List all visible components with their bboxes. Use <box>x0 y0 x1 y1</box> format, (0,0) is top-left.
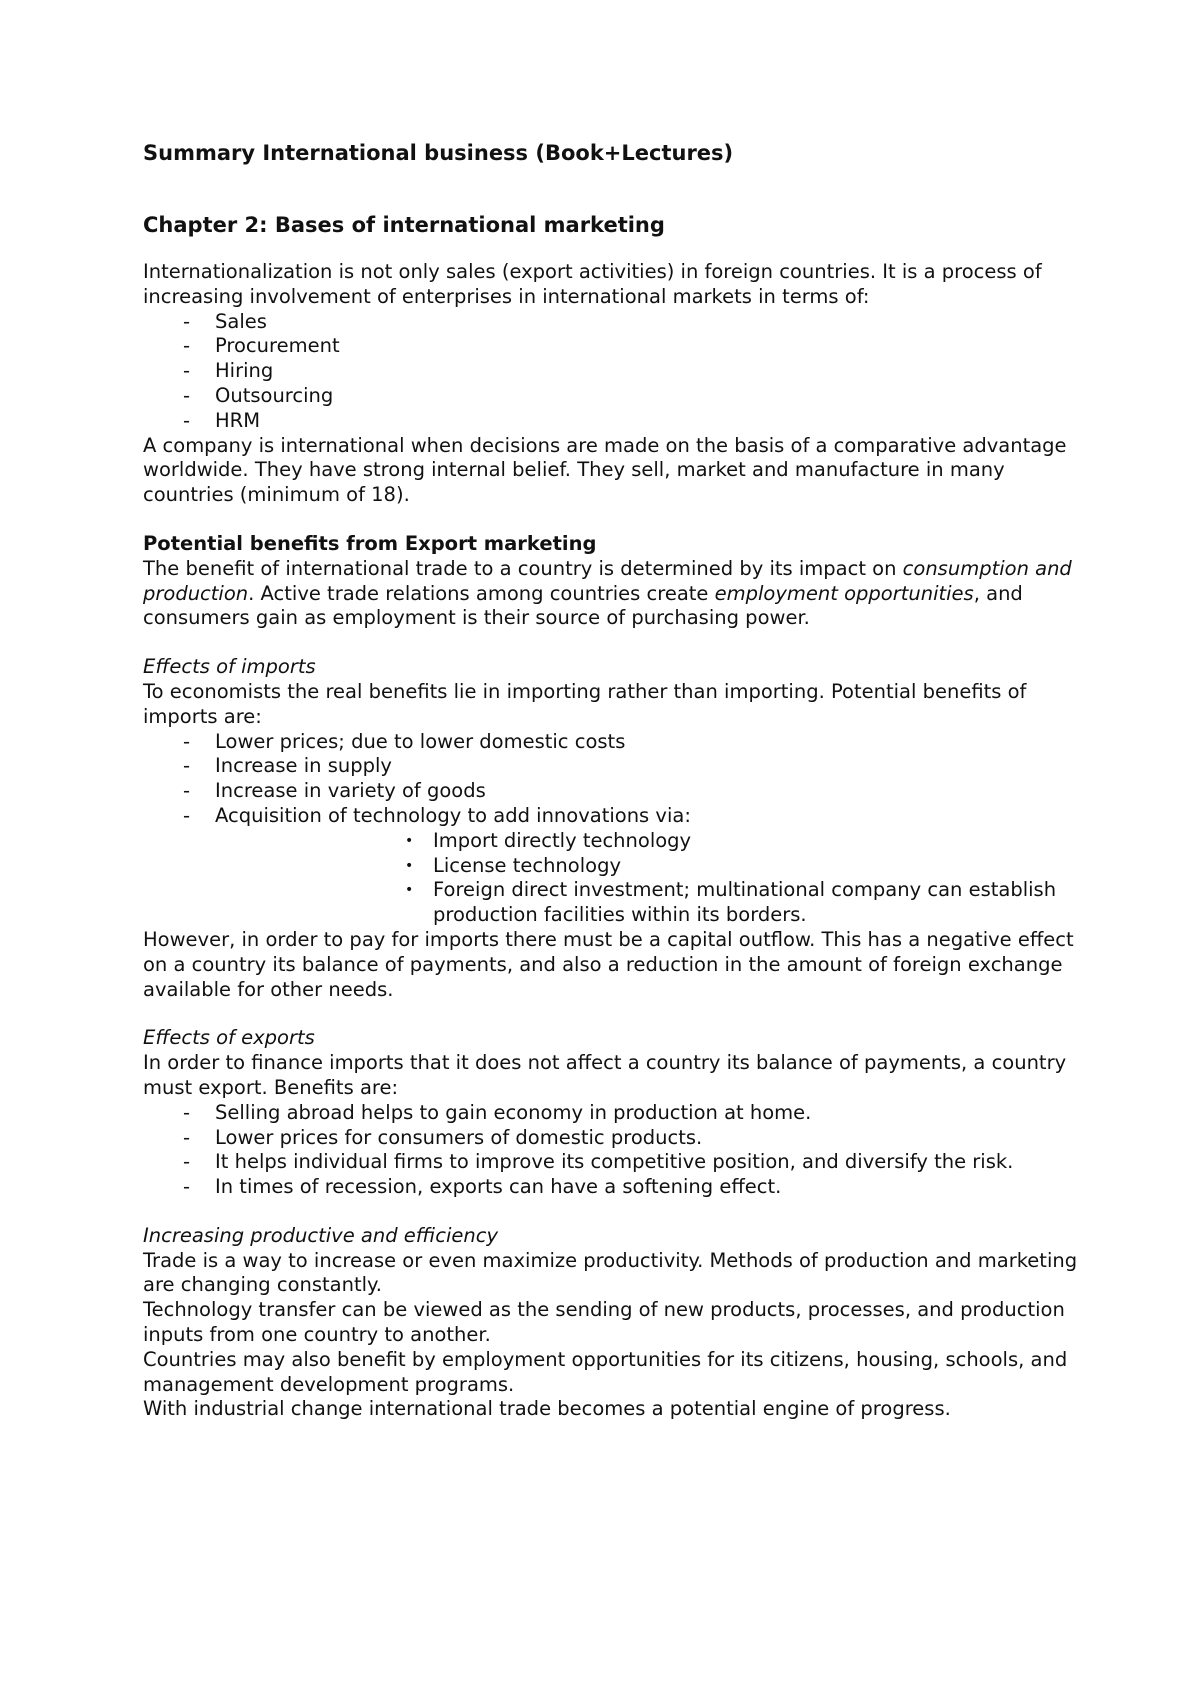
dash-marker: - <box>183 334 191 358</box>
list-item: - Sales <box>183 309 267 333</box>
bullet-marker: • <box>405 882 414 899</box>
list-item: - Acquisition of technology to add innovations via: <box>183 803 691 827</box>
list-item: - Procurement <box>183 334 340 358</box>
list-item: - Hiring <box>183 359 274 383</box>
list-item: - Outsourcing <box>183 383 334 407</box>
document-page <box>143 140 1083 1422</box>
dash-marker: - <box>183 779 191 803</box>
section-heading-imports: Effects of imports <box>143 655 316 679</box>
dash-marker: - <box>183 729 191 753</box>
bullet-marker: • <box>405 857 414 874</box>
dash-marker: - <box>183 383 191 407</box>
list-item: - It helps individual firms to improve its competitive position, and diversify the risk. <box>183 1150 1014 1174</box>
productivity-paragraph: Countries may also benefit by employment opportunities for its citizens, housing, schools, and management development programs. <box>143 1347 1068 1396</box>
section-heading-exports: Effects of exports <box>143 1026 315 1050</box>
sublist-item: • Foreign direct investment; multinational company can establish production facilities within its borders. <box>405 878 1057 927</box>
list-item: - Lower prices; due to lower domestic costs <box>183 729 626 753</box>
sublist-item: • Import directly technology <box>405 828 692 852</box>
productivity-paragraph: Trade is a way to increase or even maximize productivity. Methods of production and marketing are changing constantly. <box>143 1248 1078 1297</box>
section-heading-productivity: Increasing productive and efficiency <box>143 1223 499 1247</box>
dash-marker: - <box>183 1125 191 1149</box>
dash-marker: - <box>183 408 191 432</box>
chapter-heading: Chapter 2: Bases of international marketing <box>143 213 665 237</box>
exports-paragraph: In order to finance imports that it does not affect a country its balance of payments, a country must export. Benefits are: <box>143 1051 1067 1099</box>
dash-marker: - <box>183 1175 191 1199</box>
dash-marker: - <box>183 359 191 383</box>
intro-after-paragraph: A company is international when decisions are made on the basis of a comparative advantage worldwide. They have strong internal belief. They sell, market and manufacture in many countries (minimum of 18). <box>143 433 1067 507</box>
list-item: - Increase in variety of goods <box>183 779 486 803</box>
dash-marker: - <box>183 803 191 827</box>
intro-paragraph: Internationalization is not only sales (export activities) in foreign countries. It is a process of increasing involvement of enterprises in international markets in terms of: <box>143 260 1042 308</box>
imports-after-paragraph: However, in order to pay for imports there must be a capital outflow. This has a negative effect on a country its balance of payments, and also a reduction in the amount of foreign exchange available for other needs. <box>143 927 1074 1001</box>
list-item: - Lower prices for consumers of domestic products. <box>183 1125 703 1149</box>
list-item: - Selling abroad helps to gain economy in production at home. <box>183 1100 812 1124</box>
bullet-marker: • <box>405 832 414 849</box>
dash-marker: - <box>183 1150 191 1174</box>
dash-marker: - <box>183 1100 191 1124</box>
productivity-paragraph: Technology transfer can be viewed as the sending of new products, processes, and production inputs from one country to another. <box>143 1298 1065 1347</box>
benefits-paragraph: The benefit of international trade to a country is determined by its impact on consumption and production. Active trade relations among countries create employment opportunities, and consumers gain as employment is their source of purchasing power. <box>143 556 1072 630</box>
document-title: Summary International business (Book+Lectures) <box>143 141 734 165</box>
section-heading-benefits: Potential benefits from Export marketing <box>143 531 597 555</box>
imports-sublist <box>143 829 1083 928</box>
dash-marker: - <box>183 754 191 778</box>
imports-list <box>143 730 1083 829</box>
list-item: - HRM <box>183 408 261 432</box>
productivity-paragraph: With industrial change international trade becomes a potential engine of progress. <box>143 1397 951 1421</box>
intro-list <box>143 310 1083 434</box>
exports-list <box>143 1101 1083 1200</box>
list-item: - In times of recession, exports can have a softening effect. <box>183 1175 782 1199</box>
list-item: - Increase in supply <box>183 754 392 778</box>
dash-marker: - <box>183 309 191 333</box>
sublist-item: • License technology <box>405 853 621 877</box>
imports-paragraph: To economists the real benefits lie in importing rather than importing. Potential benefits of imports are: <box>143 679 1027 728</box>
